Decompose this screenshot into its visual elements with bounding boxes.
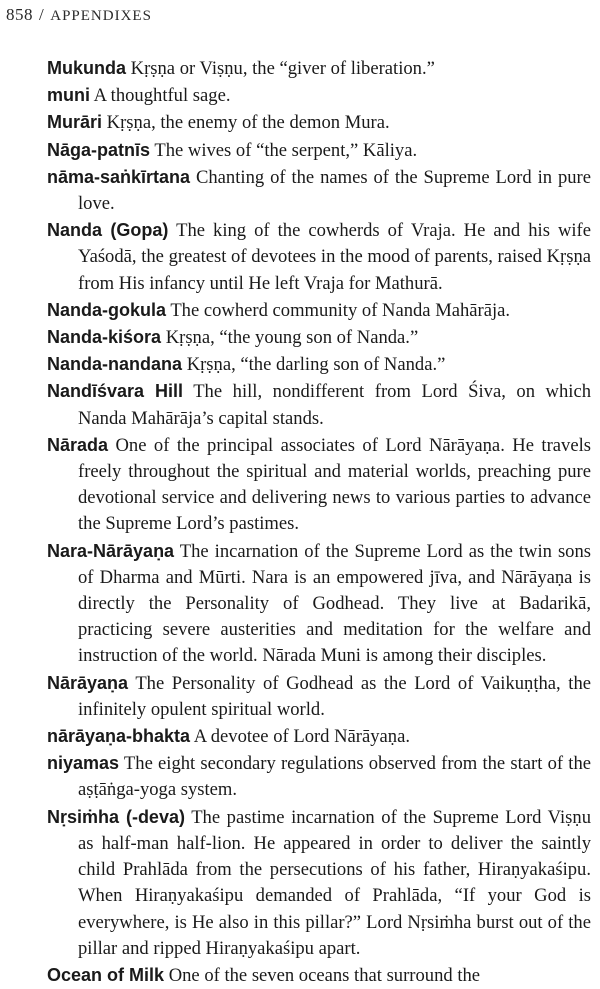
glossary-term: muni [47, 85, 90, 106]
glossary-definition: The incarnation of the Supreme Lord as the twin sons of Dharma and Mūrti. Nara is an empowered jīva, and Nārāyaṇa is directly the Personality of Godhead. They live at Badarikā, practicing severe austerities and meditation for the welfare and instruction of the world. Nārada Muni is among their disciples. [78, 540, 592, 667]
glossary-definition: The hill, nondifferent from Lord Śiva, on which Nanda Mahārāja’s capital stands. [78, 381, 591, 429]
glossary-term: Murāri [47, 112, 103, 133]
glossary-term: niyamas [47, 753, 120, 774]
glossary-entry [47, 378, 591, 431]
glossary-definition: The Personality of Godhead as the Lord of Vaikuṇṭha, the infinitely opulent spiritual world. [78, 672, 591, 720]
glossary-definition: Chanting of the names of the Supreme Lord in pure love. [78, 166, 591, 215]
glossary-entry [47, 55, 591, 82]
glossary-term: Nanda (Gopa) [47, 220, 169, 241]
glossary-entry [47, 432, 591, 538]
glossary-definition: A thoughtful sage. [93, 85, 231, 107]
glossary-term: Nāga-patnīs [47, 139, 151, 160]
glossary-term: Nandīśvara Hill [47, 381, 183, 402]
section-title: APPENDIXES [50, 8, 152, 24]
glossary-term: Nanda-kiśora [47, 327, 162, 348]
header-divider: / [39, 5, 45, 24]
glossary-definition: Kṛṣṇa, “the darling son of Nanda.” [186, 354, 446, 376]
glossary-entries [47, 55, 591, 989]
glossary-term: nāma-saṅkīrtana [47, 166, 191, 187]
glossary-term: Nanda-gokula [47, 299, 167, 320]
glossary-term: Nanda-nandana [47, 354, 183, 375]
glossary-entry [47, 137, 591, 164]
page-number: 858 [6, 5, 33, 24]
glossary-definition: The eight secondary regulations observed from the start of the aṣṭāṅga-yoga system. [78, 753, 591, 801]
glossary-term: Nārāyaṇa [47, 672, 129, 693]
glossary-term: Nārada [47, 434, 109, 455]
glossary-definition: Kṛṣṇa, the enemy of the demon Mura. [106, 112, 390, 134]
glossary-entry [47, 324, 591, 351]
glossary-term: Ocean of Milk [47, 964, 165, 985]
glossary-definition: One of the seven oceans that surround the [168, 964, 481, 986]
glossary-term: Nara-Nārāyaṇa [47, 540, 175, 561]
glossary-definition: Kṛṣṇa or Viṣṇu, the “giver of liberation.” [130, 58, 435, 79]
glossary-entry [47, 164, 591, 217]
glossary-entry [47, 962, 591, 989]
glossary-definition: The cowherd community of Nanda Mahārāja. [170, 299, 511, 321]
glossary-term: nārāyaṇa-bhakta [47, 726, 191, 747]
glossary-definition: A devotee of Lord Nārāyaṇa. [193, 726, 411, 748]
glossary-entry [47, 217, 591, 297]
glossary-entry [47, 351, 591, 378]
glossary-entry [47, 109, 591, 136]
glossary-term: Mukunda [47, 58, 126, 78]
glossary-definition: The wives of “the serpent,” Kāliya. [154, 139, 418, 161]
glossary-definition: One of the principal associates of Lord Nārāyaṇa. He travels freely throughout the spiritual and material worlds, preaching pure devotional service and delivering news to various parties to advance the Supreme Lord’s pastimes. [78, 434, 591, 535]
glossary-entry [47, 297, 591, 324]
glossary-definition: Kṛṣṇa, “the young son of Nanda.” [165, 327, 419, 349]
glossary-entry [47, 538, 591, 670]
glossary-term: Nṛsiṁha (-deva) [47, 806, 185, 827]
glossary-entry [47, 670, 591, 723]
running-head [6, 5, 152, 25]
glossary-entry [47, 804, 591, 962]
glossary-entry [47, 750, 591, 803]
glossary-entry [47, 82, 591, 109]
glossary-definition: The pastime incarnation of the Supreme Lord Viṣṇu as half-man half-lion. He appeared in order to deliver the saintly child Prahlāda from the persecutions of his father, Hiraṇyakaśipu. When Hiraṇyakaśipu demanded of Prahlāda, “If your God is everywhere, is He also in this pillar?” Lord Nṛsiṁha burst out of the pillar and ripped Hiraṇyakaśipu apart. [78, 806, 591, 959]
glossary-entry [47, 723, 591, 750]
glossary-definition: The king of the cowherds of Vraja. He and his wife Yaśodā, the greatest of devotees in the mood of parents, raised Kṛṣṇa from His infancy until He left Vraja for Mathurā. [78, 220, 592, 294]
